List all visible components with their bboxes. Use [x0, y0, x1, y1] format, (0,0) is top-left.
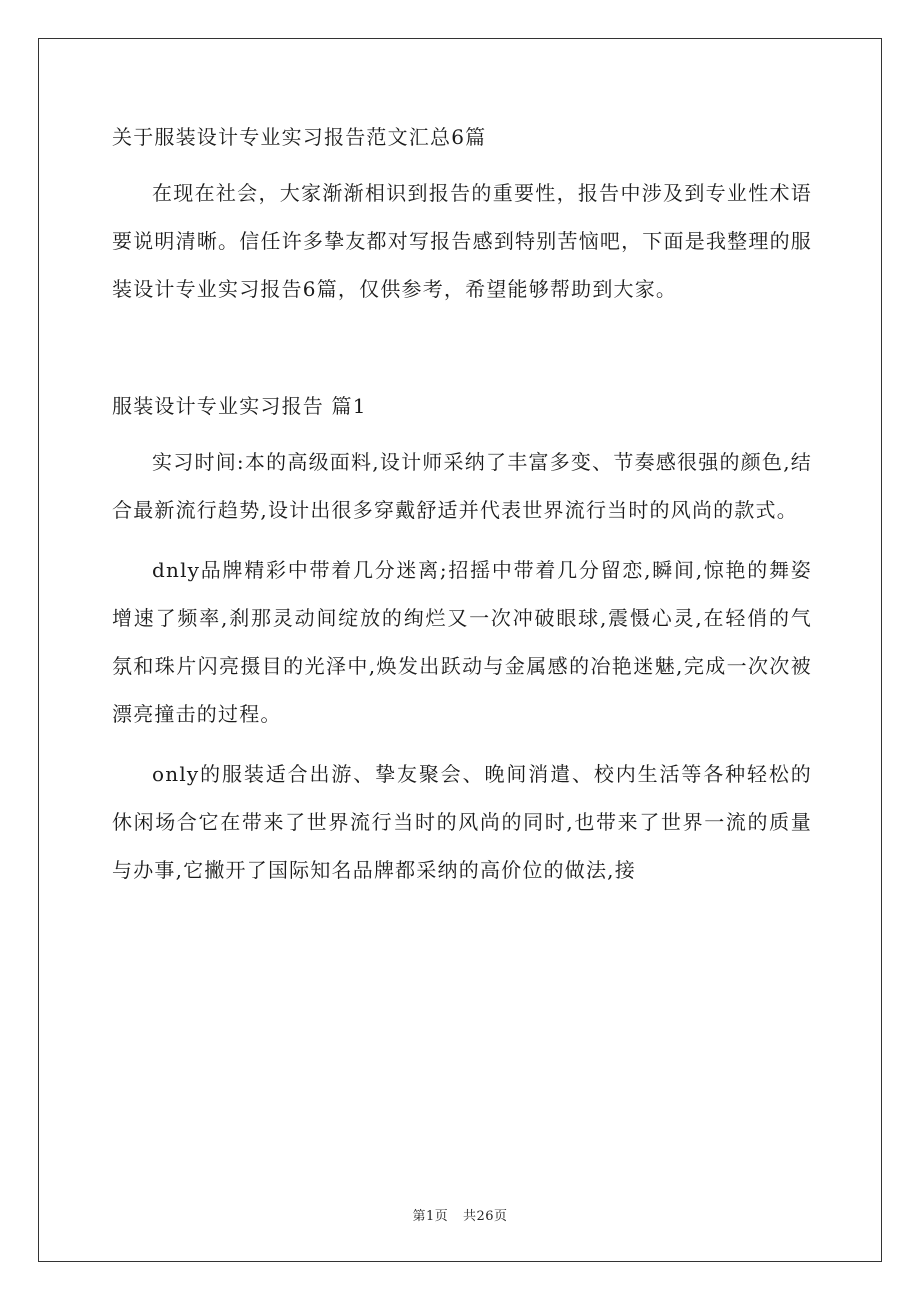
body-paragraph: only的服装适合出游、挚友聚会、晚间消遣、校内生活等各种轻松的休闲场合它在带来了世界流行当时的风尚的同时,也带来了世界一流的质量与办事,它撇开了国际知名品牌都采纳的高价位的做法,接 [112, 762, 812, 882]
page-number: 第1页 [412, 1209, 449, 1224]
body-paragraph: dnly品牌精彩中带着几分迷离;招摇中带着几分留恋,瞬间,惊艳的舞姿增速了频率,刹那灵动间绽放的绚烂又一次冲破眼球,震慑心灵,在轻俏的气氛和珠片闪亮摄目的光泽中,焕发出跃动与金属感的冶艳迷魅,完成一次次被漂亮撞击的过程。 [112, 558, 812, 726]
intro-paragraph: 在现在社会，大家渐渐相识到报告的重要性，报告中涉及到专业性术语要说明清晰。信任许多挚友都对写报告感到特别苦恼吧，下面是我整理的服装设计专业实习报告6篇，仅供参考，希望能够帮助到大家。 [112, 181, 812, 301]
document-title: 关于服装设计专业实习报告范文汇总6篇 [112, 125, 487, 149]
page-total: 共26页 [462, 1209, 508, 1224]
section-title: 服装设计专业实习报告 篇1 [112, 394, 367, 418]
body-paragraph: 实习时间:本的高级面料,设计师采纳了丰富多变、节奏感很强的颜色,结合最新流行趋势,设计出很多穿戴舒适并代表世界流行当时的风尚的款式。 [112, 450, 812, 522]
document-body [112, 122, 812, 906]
page-footer [0, 1205, 920, 1224]
